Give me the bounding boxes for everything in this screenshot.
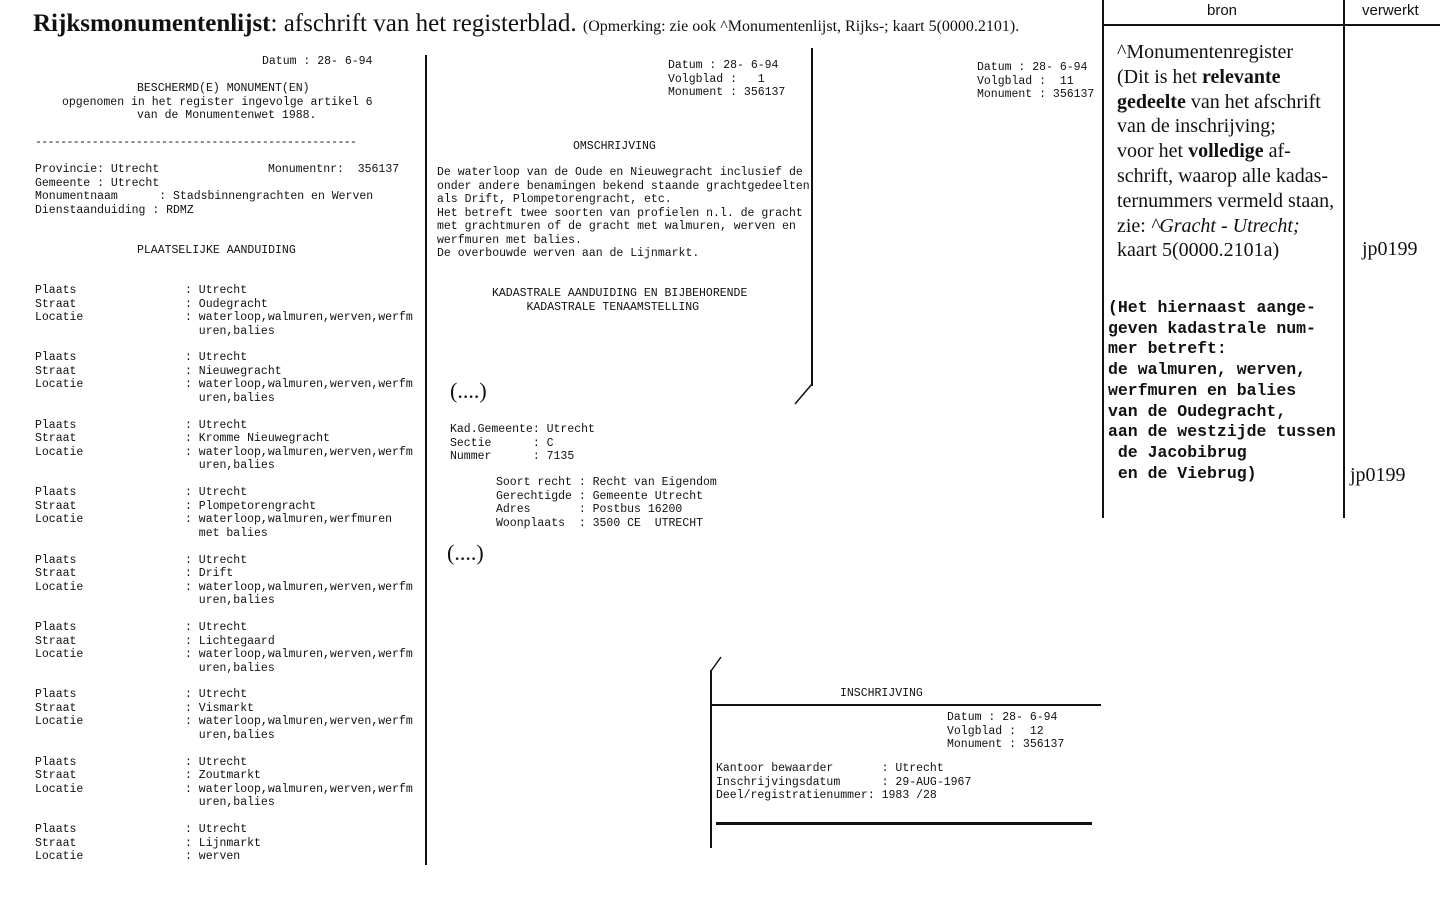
- section-heading: PLAATSELIJKE AANDUIDING: [137, 244, 296, 257]
- location-value: : Nieuwegracht: [185, 364, 282, 378]
- verwerkt-code: jp0199: [1362, 238, 1418, 260]
- location-entry: [35, 688, 420, 748]
- bron-segment: van het afschrift: [1185, 90, 1321, 113]
- dienstaanduiding: Dienstaanduiding : RDMZ: [35, 204, 194, 217]
- page-meta: Datum : 28- 6-94 Volgblad : 12 Monument : 356137: [947, 711, 1065, 751]
- location-value: : Lichtegaard: [185, 634, 275, 648]
- location-value: : Utrecht: [185, 418, 248, 432]
- location-label: Plaats: [35, 823, 77, 837]
- location-value: : Kromme Nieuwegracht: [185, 432, 330, 446]
- bron-segment: zie:: [1117, 214, 1151, 237]
- location-label: Plaats: [35, 553, 77, 567]
- separator: ---------------------------------------------------: [35, 136, 357, 149]
- bron-line: [1117, 189, 1334, 214]
- location-value: : waterloop,walmuren,werven,werfm: [185, 648, 413, 661]
- location-value: : waterloop,walmuren,werven,werfm: [185, 782, 413, 796]
- bron-line: [1117, 40, 1334, 65]
- location-label: Plaats: [35, 755, 77, 769]
- title-bold: Rijksmonumentenlijst: [33, 10, 271, 37]
- location-label: Plaats: [35, 418, 77, 432]
- note-line: aan de westzijde tussen: [1108, 422, 1336, 442]
- location-value: : waterloop,walmuren,werven,werfm: [185, 715, 413, 729]
- omschrijving-text: De waterloop van de Oude en Nieuwegracht inclusief de onder andere benamingen bekend staande grachtgedeelten als Drift, Plompetorengracht, etc. Het betreft twee soorten van profielen n.l. de gracht met grachtmuren of de gracht met walmuren, werven en werfmuren met balies. De overbouwde werven aan de Lijnmarkt.: [437, 166, 810, 260]
- bron-text: [1117, 40, 1334, 263]
- location-label: Locatie: [35, 715, 84, 729]
- location-value: uren,balies: [185, 324, 275, 338]
- column-header-verwerkt: verwerkt: [1362, 2, 1419, 19]
- ellipsis: (....): [450, 378, 487, 403]
- note-line: werfmuren en balies: [1108, 380, 1297, 400]
- monumentnaam: Monumentnaam : Stadsbinnengrachten en Werven: [35, 190, 374, 203]
- location-label: Straat: [35, 701, 77, 715]
- location-label: Straat: [35, 567, 77, 581]
- bron-segment: schrift, waarop alle kadas-: [1117, 164, 1329, 187]
- heading: INSCHRIJVING: [840, 687, 923, 700]
- divider: [1343, 0, 1345, 518]
- divider: [1102, 24, 1440, 26]
- location-value: : Plompetorengracht: [185, 499, 317, 513]
- location-value: : Vismarkt: [185, 701, 255, 715]
- location-value: : waterloop,walmuren,werven,werfm: [185, 445, 413, 459]
- location-value: uren,balies: [185, 391, 275, 405]
- location-entry: [35, 554, 420, 614]
- location-label: Straat: [35, 836, 77, 850]
- divider: [711, 704, 1101, 706]
- location-value: uren,balies: [185, 796, 275, 810]
- location-value: : Zoutmarkt: [185, 769, 261, 783]
- provincie: Provincie: Utrecht: [35, 163, 160, 176]
- divider: [1102, 0, 1104, 518]
- note-line: van de Oudegracht,: [1108, 401, 1287, 421]
- location-value: : Utrecht: [185, 621, 248, 634]
- location-entry: [35, 486, 420, 546]
- bron-segment: relevante: [1202, 65, 1281, 88]
- recht-data: Soort recht : Recht van Eigendom Gerechtigde : Gemeente Utrecht Adres : Postbus 16200 Woonplaats : 3500 CE UTRECHT: [496, 476, 717, 530]
- bron-segment: van de inschrijving;: [1117, 115, 1276, 138]
- location-value: : werven: [185, 850, 241, 864]
- location-label: Locatie: [35, 850, 84, 864]
- location-label: Locatie: [35, 513, 84, 527]
- bron-line: [1117, 214, 1334, 239]
- tear-mark: [708, 655, 724, 673]
- location-label: Straat: [35, 499, 77, 513]
- tear-mark: [792, 382, 814, 406]
- bron-line: [1117, 139, 1334, 164]
- location-value: : Utrecht: [185, 688, 248, 702]
- heading: BESCHERMD(E) MONUMENT(EN): [137, 82, 310, 95]
- location-label: Locatie: [35, 782, 84, 796]
- bron-line: [1117, 164, 1334, 189]
- note-line: mer betreft:: [1108, 339, 1227, 359]
- heading: KADASTRALE AANDUIDING EN BIJBEHORENDE KADASTRALE TENAAMSTELLING: [492, 287, 748, 314]
- bron-line: [1117, 90, 1334, 115]
- location-value: : Utrecht: [185, 486, 248, 500]
- bron-line: [1117, 114, 1334, 139]
- bron-segment: af-: [1263, 140, 1291, 163]
- note-line: (Het hiernaast aange-: [1108, 298, 1316, 317]
- note-line: geven kadastrale num-: [1108, 318, 1316, 338]
- title-rest: : afschrift van het registerblad.: [270, 10, 577, 37]
- location-label: Locatie: [35, 378, 84, 392]
- location-label: Straat: [35, 769, 77, 783]
- bron-line: [1117, 238, 1334, 263]
- location-label: Locatie: [35, 580, 84, 594]
- location-value: : waterloop,walmuren,werven,werfm: [185, 378, 413, 392]
- location-value: : Utrecht: [185, 755, 248, 769]
- bron-segment: gedeelte: [1117, 90, 1186, 113]
- location-value: : Drift: [185, 567, 234, 581]
- gemeente: Gemeente : Utrecht: [35, 177, 160, 190]
- location-label: Straat: [35, 634, 77, 648]
- location-label: Plaats: [35, 486, 77, 500]
- location-entry: [35, 756, 420, 816]
- monumentnr: Monumentnr: 356137: [268, 163, 400, 176]
- document-title: [33, 10, 1019, 38]
- divider: [425, 55, 427, 865]
- kadaster-data: Kad.Gemeente: Utrecht Sectie : C Nummer : 7135: [450, 423, 595, 463]
- bron-segment: ^Monumentenregister: [1117, 41, 1294, 63]
- location-value: : waterloop,walmuren,werfmuren: [185, 513, 393, 527]
- divider: [811, 48, 813, 386]
- location-value: : Utrecht: [185, 351, 248, 365]
- bron-segment: (Dit is het: [1117, 65, 1202, 88]
- location-value: : Utrecht: [185, 553, 248, 567]
- location-value: : Utrecht: [185, 823, 248, 837]
- kadaster-note: [1108, 298, 1336, 484]
- verwerkt-code: jp0199: [1350, 464, 1406, 486]
- inschrijving-data: Kantoor bewaarder : Utrecht Inschrijvingsdatum : 29-AUG-1967 Deel/registratienummer: 1983 /28: [716, 762, 972, 802]
- bron-segment: volledige: [1188, 140, 1264, 163]
- location-value: uren,balies: [185, 594, 275, 608]
- page-meta: Datum : 28- 6-94 Volgblad : 11 Monument : 356137: [977, 61, 1095, 101]
- location-entry: [35, 419, 420, 479]
- location-label: Plaats: [35, 688, 77, 702]
- location-value: uren,balies: [185, 661, 275, 675]
- subheading: opgenomen in het register ingevolge artikel 6: [62, 96, 373, 109]
- location-label: Plaats: [35, 284, 77, 297]
- ellipsis: (....): [447, 540, 484, 565]
- location-label: Straat: [35, 432, 77, 446]
- location-entry: [35, 823, 420, 883]
- location-value: : Lijnmarkt: [185, 836, 261, 850]
- location-value: met balies: [185, 526, 268, 540]
- location-value: : waterloop,walmuren,werven,werfm: [185, 311, 413, 324]
- page-meta: Datum : 28- 6-94 Volgblad : 1 Monument : 356137: [668, 59, 786, 99]
- column-header-bron: bron: [1207, 2, 1238, 19]
- location-entry: [35, 284, 420, 344]
- location-label: Plaats: [35, 351, 77, 365]
- note-line: de Jacobibrug: [1108, 442, 1247, 462]
- divider: [710, 670, 712, 848]
- location-value: : waterloop,walmuren,werven,werfm: [185, 580, 413, 594]
- bron-reference: ^Gracht - Utrecht;: [1150, 214, 1300, 237]
- bron-segment: kaart 5(0000.2101a): [1117, 239, 1280, 262]
- title-note: (Opmerking: zie ook ^Monumentenlijst, Rijks-; kaart 5(0000.2101).: [582, 18, 1020, 35]
- divider: [716, 822, 1092, 825]
- location-label: Locatie: [35, 311, 84, 324]
- location-value: uren,balies: [185, 728, 275, 742]
- location-label: Straat: [35, 364, 77, 378]
- subheading: van de Monumentenwet 1988.: [137, 109, 317, 122]
- location-value: : Oudegracht: [185, 297, 268, 311]
- location-label: Plaats: [35, 621, 77, 634]
- location-label: Straat: [35, 297, 77, 311]
- location-label: Locatie: [35, 648, 84, 661]
- datum: Datum : 28- 6-94: [262, 55, 373, 68]
- bron-line: [1117, 65, 1334, 90]
- location-value: : Utrecht: [185, 284, 248, 297]
- location-entry: [35, 621, 420, 681]
- location-value: uren,balies: [185, 459, 275, 473]
- note-line: de walmuren, werven,: [1108, 360, 1307, 380]
- bron-segment: ternummers vermeld staan,: [1117, 189, 1335, 212]
- location-label: Locatie: [35, 445, 84, 459]
- note-line: en de Viebrug): [1108, 463, 1257, 483]
- heading: OMSCHRIJVING: [573, 140, 656, 153]
- location-entry: [35, 351, 420, 411]
- bron-segment: voor het: [1117, 140, 1189, 163]
